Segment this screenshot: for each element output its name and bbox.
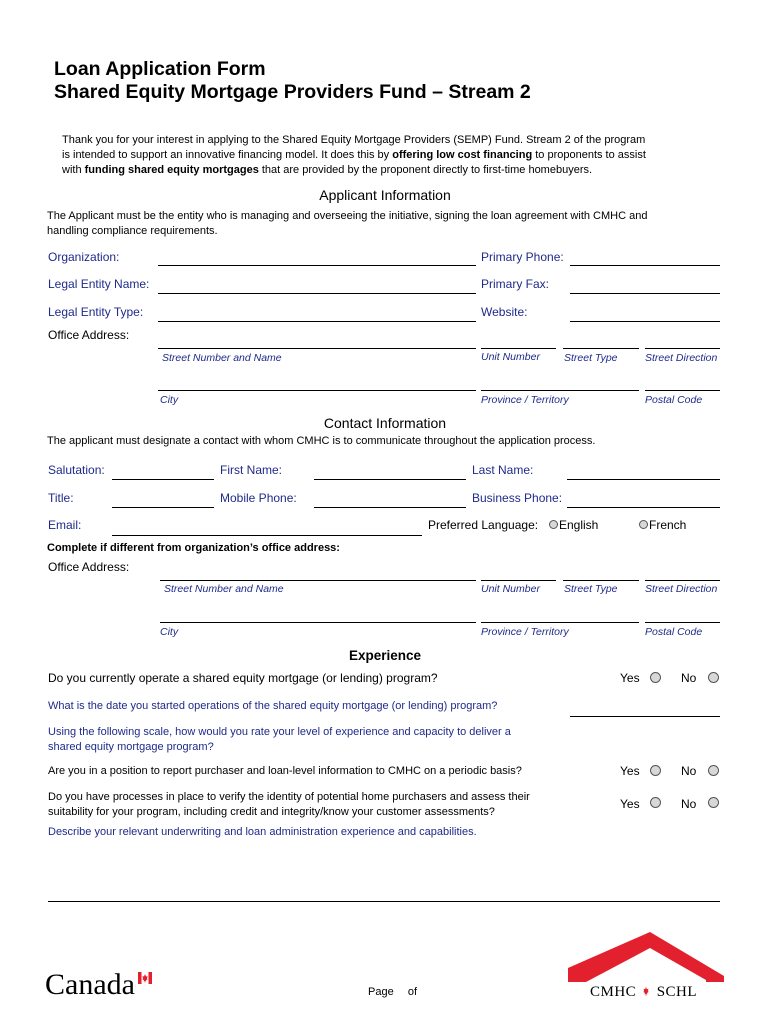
city-caption: City (160, 394, 179, 406)
organization-field[interactable] (158, 265, 476, 266)
legal-entity-type-field[interactable] (158, 321, 476, 322)
legal-entity-type-label: Legal Entity Type: (48, 305, 144, 319)
street-type-caption: Street Type (564, 352, 618, 364)
q4-text: Are you in a position to report purchaser and loan-level information to CMHC on a periodic basis? (48, 765, 522, 777)
q4-no-radio[interactable] (708, 765, 719, 776)
q6-text: Describe your relevant underwriting and loan administration experience and capabilities. (48, 826, 477, 838)
primary-fax-field[interactable] (570, 293, 720, 294)
contact-street-direction-caption: Street Direction (645, 583, 718, 595)
first-name-field[interactable] (314, 479, 466, 480)
street-type-field[interactable] (563, 348, 639, 349)
website-label: Website: (481, 305, 528, 319)
q2-date-field[interactable] (570, 716, 720, 717)
experience-heading: Experience (348, 648, 422, 663)
q1-yes-radio[interactable] (650, 672, 661, 683)
postal-caption: Postal Code (645, 394, 703, 406)
organization-label: Organization: (48, 250, 120, 264)
contact-city-caption: City (160, 626, 179, 638)
mobile-phone-label: Mobile Phone: (220, 491, 297, 505)
canada-flag-icon (138, 972, 152, 984)
page-number: Page of (368, 986, 418, 998)
title-line-2: Shared Equity Mortgage Providers Fund – Stream 2 (54, 81, 531, 103)
street-caption: Street Number and Name (162, 352, 282, 364)
page-title (54, 58, 531, 104)
email-label: Email: (48, 518, 82, 532)
street-direction-caption: Street Direction (645, 352, 718, 364)
email-field[interactable] (112, 535, 422, 536)
contact-heading: Contact Information (323, 415, 447, 431)
maple-leaf-icon (640, 985, 652, 997)
applicant-note: The Applicant must be the entity who is managing and overseeing the initiative, signing the loan agreement with CMHC and handling compliance requirements. (47, 210, 648, 237)
french-label: French (649, 518, 687, 532)
q1-no-radio[interactable] (708, 672, 719, 683)
contact-postal-caption: Postal Code (645, 626, 703, 638)
q1-no-label: No (681, 671, 697, 685)
cmhc-text: CMHC (590, 984, 637, 1000)
city-field[interactable] (158, 390, 476, 391)
business-phone-field[interactable] (567, 507, 720, 508)
canada-wordmark: Canada (45, 968, 135, 1001)
q4-yes-label: Yes (620, 764, 640, 778)
schl-text: SCHL (656, 984, 698, 1000)
legal-entity-name-label: Legal Entity Name: (48, 277, 150, 291)
primary-phone-label: Primary Phone: (481, 250, 564, 264)
website-field[interactable] (570, 321, 720, 322)
province-field[interactable] (481, 390, 639, 391)
unit-caption: Unit Number (481, 351, 540, 363)
q5-no-radio[interactable] (708, 797, 719, 808)
office-address-label: Office Address: (48, 328, 130, 342)
salutation-field[interactable] (112, 479, 214, 480)
q1-yes-label: Yes (620, 671, 640, 685)
english-label: English (559, 518, 599, 532)
province-caption: Province / Territory (481, 394, 569, 406)
first-name-label: First Name: (220, 463, 283, 477)
q5-no-label: No (681, 797, 697, 811)
q6-text-area[interactable] (48, 845, 720, 895)
q5-yes-label: Yes (620, 797, 640, 811)
last-name-field[interactable] (567, 479, 720, 480)
q4-yes-radio[interactable] (650, 765, 661, 776)
complete-note: Complete if different from organization’s office address: (47, 542, 340, 554)
contact-note: The applicant must designate a contact with whom CMHC is to communicate throughout the application process. (47, 435, 596, 447)
contact-city-field[interactable] (160, 622, 476, 623)
cmhc-logo-text (590, 984, 697, 1001)
cmhc-roof-icon (568, 930, 724, 982)
unit-field[interactable] (481, 348, 556, 349)
contact-unit-caption: Unit Number (481, 583, 540, 595)
mobile-phone-field[interactable] (314, 507, 466, 508)
q5-text: Do you have processes in place to verify the identity of potential home purchasers and assess their suitability for your program, including credit and integrity/know your customer assessments? (48, 791, 530, 818)
contact-unit-field[interactable] (481, 580, 556, 581)
primary-fax-label: Primary Fax: (481, 277, 550, 291)
legal-entity-name-field[interactable] (158, 293, 476, 294)
last-name-label: Last Name: (472, 463, 534, 477)
salutation-label: Salutation: (48, 463, 105, 477)
contact-province-caption: Province / Territory (481, 626, 569, 638)
q4-no-label: No (681, 764, 697, 778)
preferred-language-label: Preferred Language: (428, 518, 539, 532)
street-field[interactable] (158, 348, 476, 349)
contact-postal-field[interactable] (645, 622, 720, 623)
contact-street-type-caption: Street Type (564, 583, 618, 595)
postal-field[interactable] (645, 390, 720, 391)
street-direction-field[interactable] (645, 348, 720, 349)
english-radio[interactable] (549, 520, 558, 529)
intro-paragraph: Thank you for your interest in applying to the Shared Equity Mortgage Providers (SEMP) Fund. Stream 2 of the program is intended to support an innovative financing model. It does this by offering low cost financing to proponents to assist with funding shared equity mortgages that are provided by the proponent directly to first-time homebuyers. (62, 134, 646, 176)
primary-phone-field[interactable] (570, 265, 720, 266)
title-field[interactable] (112, 507, 214, 508)
title-line-1: Loan Application Form (54, 58, 266, 80)
q2-text: What is the date you started operations of the shared equity mortgage (or lending) program? (48, 700, 498, 712)
contact-office-address-label: Office Address: (48, 560, 130, 574)
title-label: Title: (48, 491, 74, 505)
q1-text: Do you currently operate a shared equity mortgage (or lending) program? (48, 671, 438, 685)
applicant-heading: Applicant Information (319, 187, 451, 203)
contact-street-direction-field[interactable] (645, 580, 720, 581)
contact-street-type-field[interactable] (563, 580, 639, 581)
q5-yes-radio[interactable] (650, 797, 661, 808)
business-phone-label: Business Phone: (472, 491, 563, 505)
contact-street-caption: Street Number and Name (164, 583, 284, 595)
contact-street-field[interactable] (160, 580, 476, 581)
contact-province-field[interactable] (481, 622, 639, 623)
footer-divider (48, 901, 720, 902)
french-radio[interactable] (639, 520, 648, 529)
q3-text: Using the following scale, how would you rate your level of experience and capacity to deliver a shared equity mortgage program? (48, 726, 511, 753)
